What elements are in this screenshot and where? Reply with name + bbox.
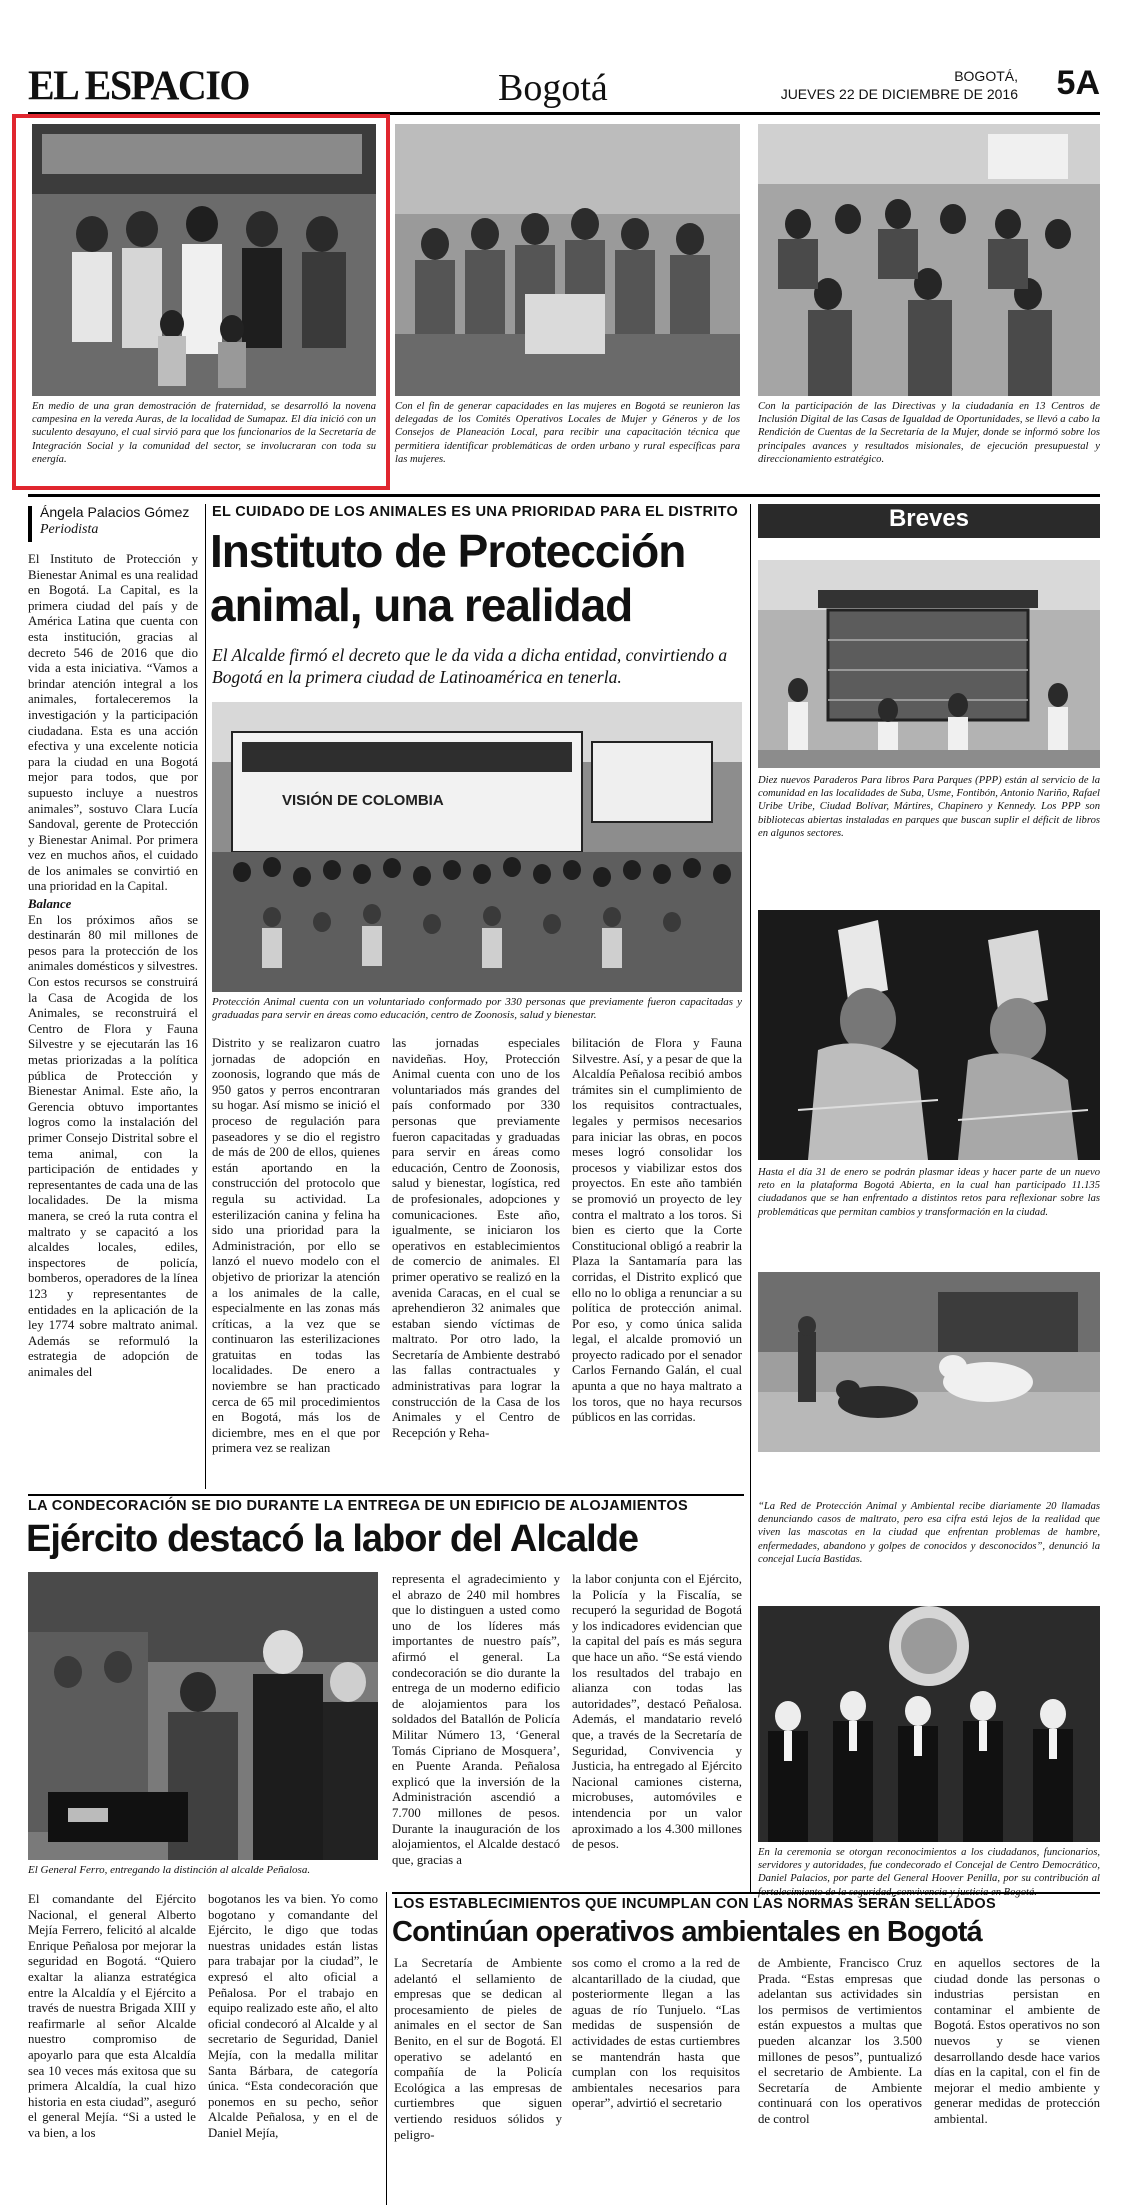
main-col1b-text: En los próximos años se destinarán 80 mil millones de pesos para la protección de los animales domésticos y silvestres. Con estos recursos se construirá la Casa de Acogida de los Animales, se reconstruirá el Centro de Flora y Fauna Silvestre y se ejecutarán las 16 metas priorizadas a la política pública de Protección y Bienestar Animal. Este año, la Gerencia obtuvo importantes logros como la instalación del primer Consejo Distrital sobre el tema animal, con la participación de entidades y representantes de cada una de las localidades. De la misma manera, se creó la ruta contra el maltrato y se capacitó a los alcaldes locales, ediles, inspectores de policía, bomberos, operadores de la línea 123 y representantes de entidades en la aplicación de la ley 1774 sobre maltrato animal. Además se reformuló la estrategia de adopción de animales del <box>28 912 198 1379</box>
env-col3: de Ambiente, Francisco Cruz Prada. “Estas empresas que adelantan sus actividades sin los permisos de vertimientos están expuestos a multas que pueden alcanzar los 3.500 millones de pesos”, puntualizó el secretario de Ambiente. La Secretaría de Ambiente continuará con los operativos de control <box>758 1956 922 2126</box>
main-photo-caption: Protección Animal cuenta con un voluntariado conformado por 330 personas que previamente fueron capacitadas y graduadas para servir en áreas como educación, centro de Zoonosis, salud y bienestar. <box>212 996 742 1022</box>
breve-photo-4 <box>758 1606 1100 1842</box>
dateline-date: JUEVES 22 DE DICIEMBRE DE 2016 <box>780 86 1018 102</box>
author-role: Periodista <box>40 522 99 537</box>
main-left-divider <box>205 504 206 1489</box>
army-col3: representa el agradecimiento y el abrazo de 240 mil hombres que lo distinguen a usted como uno de los líderes más importantes de nuestro país”, afirmó el general. La condecoración se dio durante la entrega de un moderno edificio de alojamientos para los soldados del Batallón de Policía Militar Número 13, ‘General Tomás Cipriano de Mosquera’, en Puente Aranda. Peñalosa explicó que la inversión de la Administración ascendió a 7.700 millones de pesos. Durante la inauguración de los alojamientos, el Alcalde destacó que, gracias a <box>392 1572 560 1867</box>
army-kicker: LA CONDECORACIÓN SE DIO DURANTE LA ENTREGA DE UN EDIFICIO DE ALOJAMIENTOS <box>28 1498 688 1514</box>
author-name: Ángela Palacios Gómez <box>40 504 190 520</box>
top-row-rule <box>28 494 1100 497</box>
breve-caption-1: Diez nuevos Paraderos Para libros Para Parques (PPP) están al servicio de la comunidad en las localidades de Suba, Usme, Fontibón, Antonio Nariño, Rafael Uribe Uribe, Ciudad Bolívar, Mártires, Chapinero y Kennedy. Los PPP son bibliotecas abiertas instaladas en parques que buscan suplir el déficit de libros en algunos sectores. <box>758 775 1100 839</box>
env-top-rule <box>392 1892 1100 1894</box>
army-col1: El comandante del Ejército Nacional, el general Alberto Mejía Ferrero, felicitó al alcalde Enrique Peñalosa por mejorar la seguridad en Bogotá. “Quiero exaltar la alianza estratégica entre la Alcaldía y el Ejército a través de nuestra Brigada XIII y reafirmarle al señor Alcalde nuestro compromiso de apoyarlo para que esta Alcaldía sea 10 veces más exitosa que su primera Alcaldía, la cual hizo historia en esta ciudad”, aseguró el general Mejía. “Si a usted le va bien, a los <box>28 1892 196 2140</box>
bus-sign-text: VISIÓN DE COLOMBIA <box>282 792 444 809</box>
main-story-col1 <box>28 552 198 1382</box>
dateline-city: BOGOTÁ, <box>954 68 1018 84</box>
main-headline-line1: Instituto de Protección <box>210 525 686 577</box>
army-photo-caption: El General Ferro, entregando la distinción al alcalde Peñalosa. <box>28 1864 311 1876</box>
env-col2: sos como el cromo a la red de alcantarillado de la ciudad, que posteriormente llegan a las aguas de río Tunjuelo. “Las medidas de suspensión de actividades de estas curtiembres se mantendrán hasta que cumplan con los requisitos ambientales necesarios para operar”, advirtió el secretario <box>572 1956 740 2111</box>
main-right-divider <box>750 504 751 1894</box>
masthead <box>28 60 1100 112</box>
top-photo-2 <box>395 124 740 396</box>
army-headline: Ejército destacó la labor del Alcalde <box>26 1518 639 1560</box>
top-caption-1: En medio de una gran demostración de fraternidad, se desarrolló la novena campesina en la vereda Auras, de la localidad de Sumapaz. El día inició con un suculento desayuno, el cual sirvió para que los funcionarios de la Secretaría de Integración Social y la comunidad del sector, se involucraran con toda su energía. <box>32 401 376 465</box>
photo-rendicion-cuentas <box>758 124 1100 396</box>
army-env-divider <box>386 1892 387 2205</box>
section-title: Bogotá <box>498 67 608 109</box>
env-headline: Continúan operativos ambientales en Bogotá <box>392 1916 982 1948</box>
breve-caption-3: “La Red de Protección Animal y Ambiental recibe diariamente 20 llamadas denunciando casos de maltrato, pero esa cifra está lejos de la realidad que viven las mascotas en la ciudad que enfrentan problemas de hambre, enfermedades, abandono y golpes de conocidos y desconocidos”, denunció la concejal Lucía Bastidas. <box>758 1501 1100 1565</box>
army-photo <box>28 1572 378 1860</box>
main-kicker: EL CUIDADO DE LOS ANIMALES ES UNA PRIORIDAD PARA EL DISTRITO <box>212 504 739 520</box>
env-col4: en aquellos sectores de la ciudad donde las personas o industrias persistan en contaminar el ambiente de Bogotá. Estos operativos no son nuevos y se vienen desarrollando desde hace varios días en la capital, con el fin de mejorar el medio ambiente y generar medidas de protección ambiental. <box>934 1956 1100 2126</box>
paper-name: EL ESPACIO <box>28 61 249 110</box>
breves-title: Breves <box>888 505 970 532</box>
photo-paradero-libros <box>758 560 1100 768</box>
main-story-col3: las jornadas especiales navideñas. Hoy, Protección Animal cuenta con uno de los voluntariados más grandes del país conformado por 330 personas que previamente fueron capacitadas y graduadas para servir en áreas como educación, Centro de Zoonosis, salud y bienestar, logística, red de profesionales, adopciones y comunicaciones. Este año, igualmente, se iniciaron los operativos en establecimientos de comercio de animales. El primer operativo se realizó en la avenida Caracas, en el cual se aprehendieron 32 animales que estaban siendo víctimas de maltrato. Por otro lado, la Secretaría de Ambiente destrabó las fallas contractuales y administrativas para lograr la construcción de la Casa de los Animales y el Centro de Recepción y Reha- <box>392 1036 560 1440</box>
breve-photo-2 <box>758 910 1100 1160</box>
top-caption-3: Con la participación de las Directivas y la ciudadanía en 13 Centros de Inclusión Digital de las Casas de Igualdad de Oportunidades, se llevó a cabo la Rendición de Cuentas de la Secretaría de la Mujer, donde se informó sobre los principales avances y resultados misionales, de ejecución presupuestal y direccionamiento estratégico. <box>758 401 1100 465</box>
main-headline-line2: animal, una realidad <box>210 579 633 631</box>
main-photo <box>212 702 742 992</box>
top-photo-3 <box>758 124 1100 396</box>
photo-bogota-abierta-dancers <box>758 910 1100 1160</box>
main-story-col2: Distrito y se realizaron cuatro jornadas de adopción en zoonosis, logrando que más de 950 gatos y perros encontraran su hogar. Así mismo se inició el proceso de regulación para paseadores y se dio el registro de más de 200 de ellos, quienes están aportando en la construcción del protocolo que regula su actividad. La esterilización canina y felina ha sido una prioridad para la Administración, por ello se lanzó el nuevo modelo con el objetivo de priorizar la atención a los animales de la calle, especialmente en las zonas más críticas, a la vez que se continuaron las esterilizaciones gratuitas en todas las localidades. De enero a noviembre se han practicado cerca de 65 mil procedimientos en Bogotá, más los de diciembre, mes en el que por primera vez se realizan <box>212 1036 380 1456</box>
breve-photo-1 <box>758 560 1100 768</box>
army-col2: bogotanos les va bien. Yo como bogotano y comandante del Ejército, le digo que todas nuestras unidades están listas para trabajar por la ciudad”, le expresó el alto oficial a Peñalosa. Por el trabajo en equipo realizado este año, el alto oficial condecoró al Alcalde y al secretario de Seguridad, Daniel Mejía, con la medalla militar Santa Bárbara, de categoría única. “Esta condecoración que ponemos en su pecho, señor Alcalde Peñalosa, y en el de Daniel Mejía, <box>208 1892 378 2140</box>
photo-stray-dogs <box>758 1272 1100 1452</box>
breve-caption-4: En la ceremonia se otorgan reconocimientos a los ciudadanos, funcionarios, servidores y autoridades, fue condecorado el Concejal de Centro Democrático, Daniel Palacios, por parte del General Hoover Penilla, por su contribución al <box>758 1847 1100 1885</box>
main-col1-text: El Instituto de Protección y Bienestar Animal es una realidad en Bogotá. La Capital, es la primera ciudad del país y de América Latina que cuenta con esta institución, gracias al decreto 546 de 2016 que dio vida a esta iniciativa. “Vamos a brindar atención integral a los animales, fortaleceremos la investigación y la participación ciudadana. Esta es una acción efectiva y una excelente noticia para la ciudad en una Bogotá mejor para todos, que por supuesto incluye a nuestros animales”, sostuvo Clara Lucía Sandoval, gerente de Protección y Bienestar Animal. Por primera vez en muchos años, el cuidado de los animales se convirtió en una prioridad en la Capital. <box>28 552 198 894</box>
main-subhead: Balance <box>28 897 72 912</box>
breve-caption-2: Hasta el día 31 de enero se podrán plasmar ideas y hacer parte de un nuevo reto en la plataforma Bogotá Abierta, en la cual han participado 11.135 ciudadanos que se han enfrentado a distintos retos para reflexionar sobre las problemáticas que permitan cambios y transformación en la ciudad. <box>758 1167 1100 1218</box>
photo-volunteers-bus <box>212 702 742 992</box>
main-story-col4: bilitación de Flora y Fauna Silvestre. Así, y a pesar de que la Alcaldía Peñalosa recibió ambos trámites sin el cumplimiento de los requisitos contractuales, legales y permisos necesarios para iniciar las obras, en pocos meses logró consolidar los procesos y viabilizar estos dos proyectos. En este año también se promovió un proyecto de ley contra el maltrato a los toros. Si bien es cierto que la Corte Constitucional obligó a reabrir la Plaza la Santamaría para las corridas, el Distrito explicó que ello no lo obliga a renunciar a su política de protección animal. Por eso, y como única salida legal, el alcalde promovió un proyecto radicado por el senador Carlos Fernando Galán, el cual apunta a que no haya maltrato a los toros, que no haya recursos públicos en las corridas. <box>572 1036 742 1425</box>
army-top-rule <box>28 1494 744 1496</box>
main-deck: El Alcalde firmó el decreto que le da vida a dicha entidad, convirtiendo a Bogotá en la primera ciudad de Latinoamérica en tenerla. <box>212 645 728 687</box>
top-caption-2: Con el fin de generar capacidades en las mujeres en Bogotá se reunieron las delegadas de los Comités Operativos Locales de Mujer y Géneros y de los Consejos de Planeación Local, para recibir una capacitación técnica que permitiera identificar problemáticas de orden urbano y rural específicas para las mujeres. <box>395 401 740 465</box>
photo-mujeres-capacitacion <box>395 124 740 396</box>
author-bar <box>28 506 32 542</box>
page-number: 5A <box>1056 64 1100 102</box>
env-col1: La Secretaría de Ambiente adelantó el sellamiento de empresas que se dedican al procesamiento de pieles de animales en el sector de San Benito, en el sur de Bogotá. El operativo se adelantó en compañía de la Policía Ecológica a las empresas de curtiembres que siguen vertiendo residuos sólidos y peligro- <box>394 1956 562 2142</box>
breve-photo-3 <box>758 1272 1100 1452</box>
highlight-box <box>12 114 390 490</box>
env-kicker: LOS ESTABLECIMIENTOS QUE INCUMPLAN CON LAS NORMAS SERÁN SELLADOS <box>394 1896 996 1912</box>
photo-general-ferro <box>28 1572 378 1860</box>
army-col4: la labor conjunta con el Ejército, la Policía y la Fiscalía, se recuperó la seguridad de Bogotá y los indicadores evidencian que la capital del país es más segura que hace un año. “Se está viendo los resultados del trabajo en alianza con todas las autoridades”, destacó Peñalosa. Además, el mandatario reveló que, a través de la Secretaría de Seguridad, Convivencia y Justicia, ha entregado al Ejército Nacional camiones cisterna, microbuses, automóviles e intendencia por un valor aproximado a los 4.300 millones de pesos. <box>572 1572 742 1852</box>
photo-ceremony-officials <box>758 1606 1100 1842</box>
